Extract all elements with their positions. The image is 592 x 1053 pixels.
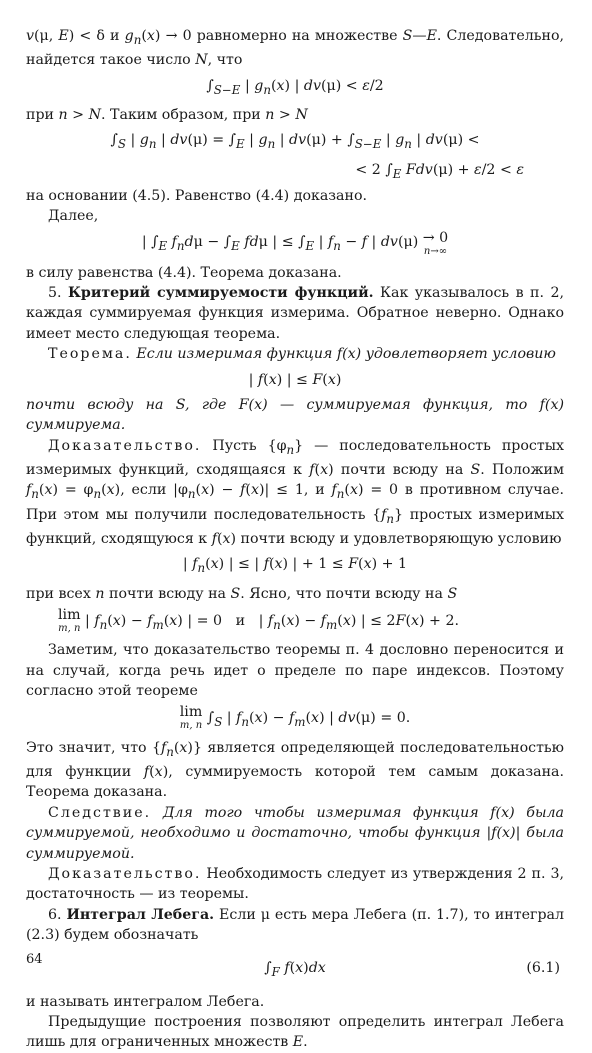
eq-numbered [26,952,564,986]
eq-2a: $\int_S$ | $g_n$ | $dv(\mu) = \int_E$ | $g_n$ | $dv(\mu) + \int_{S-E}$ | $g_n$ | dv(μ) < [110,132,480,152]
eq-7: lim m, n $\int_S$ | $f_n(x) - f_m(x)$ | dv(μ) = 0. [179,704,411,732]
eq-2b: < 2 $\int_E$ Fdv(μ) + ε/2 < ε [355,161,524,181]
para-proof-4: Это значит, что $\{f_n(x)\}$ является определяющей последовательностью для функции f(x), суммируемость которой тем самым доказана. Теорема доказана. [26,739,564,801]
para-cont-1: v(μ, E) < δ и $g_n(x) \to 0$ равномерно на множестве S—E. Следовательно, найдется такое число N, что [26,28,565,69]
para-cont-4: Далее, [48,208,99,225]
eq-4: | f(x) | ≤ F(x) [248,371,342,388]
para-cont-3: на основании (4.5). Равенство (4.4) доказано. [26,187,368,204]
para-theorem-2: почти всюду на S, где F(x) — суммируемая функция, то f(x) суммируема. [26,397,564,434]
para-sec6-3: Предыдущие построения позволяют определить интеграл Лебега лишь для ограниченных множеств E. [26,1013,564,1051]
para-sec5: 5. Критерий суммируемости функций. Как указывалось в п. 2, каждая суммируемая функция измерима. Обратное неверно. Однако имеет место следующая теорема. [26,284,565,342]
para-sec6-2: и называть интегралом Лебега. [26,993,265,1010]
para-cont-2: при n > N. Таким образом, при n > N [26,106,308,123]
page-number: 64 [26,952,43,967]
eq-numbered-formula: $\int_F$ f(x)dx [264,959,326,979]
eq-6: lim m, n | $f_n(x) - f_m(x)$ | = 0 и | $f_n(x) - f_m(x)$ | ≤ 2F(x) + 2. [58,606,459,634]
para-theorem: Теорема. Если измеримая функция f(x) удовлетворяет условию [48,346,556,363]
para-proof-3: Заметим, что доказательство теоремы п. 4 дословно переносится и на случай, когда речь идет о пределе по паре индексов. Поэтому согласно этой теореме [26,642,564,700]
para-corollary-proof: Доказательство. Необходимость следует из утверждения 2 п. 3, достаточность — из теоремы. [26,865,564,903]
para-sec6: 6. Интеграл Лебега. Если μ есть мера Лебега (п. 1.7), то интеграл (2.3) будем обозначать [26,906,564,944]
eq-5: | $f_n(x)$ | ≤ | f(x) | + 1 ≤ F(x) + 1 [182,556,408,576]
para-proof: Доказательство. Пусть $\{\varphi_n\}$ — последовательность простых измеримых функций, сходящаяся к f(x) почти всюду на S. Положим $f_n(x) = \varphi_n(x)$, если $|\varphi_n(x) - f(x)| \le 1$, и $f_n(x) = 0$ в противном случае. При этом мы получили последовательность $\{f_n\}$ простых измеримых функций, сходящуюся к f(x) почти всюду и удовлетворяющую условию [26,437,564,547]
eq-3: | $\int_E$ $f_nd\mu - \int_E$ fdμ | ≤ $\int_E$ | $f_n - f$ | dv(μ) → 0 n→∞ [141,229,449,257]
para-corollary: Следствие. Для того чтобы измеримая функция f(x) была суммируемой, необходимо и достаточно, чтобы функция |f(x)| была суммируемой. [26,804,564,862]
eq-1: $\int_{S-E}$ | $g_n(x)$ | dv(μ) < ε/2 [206,77,384,97]
para-proof-2: при всех n почти всюду на S. Ясно, что почти всюду на S [26,585,458,602]
eq-number: (6.1) [526,959,560,976]
para-cont-5: в силу равенства (4.4). Теорема доказана. [26,264,342,281]
